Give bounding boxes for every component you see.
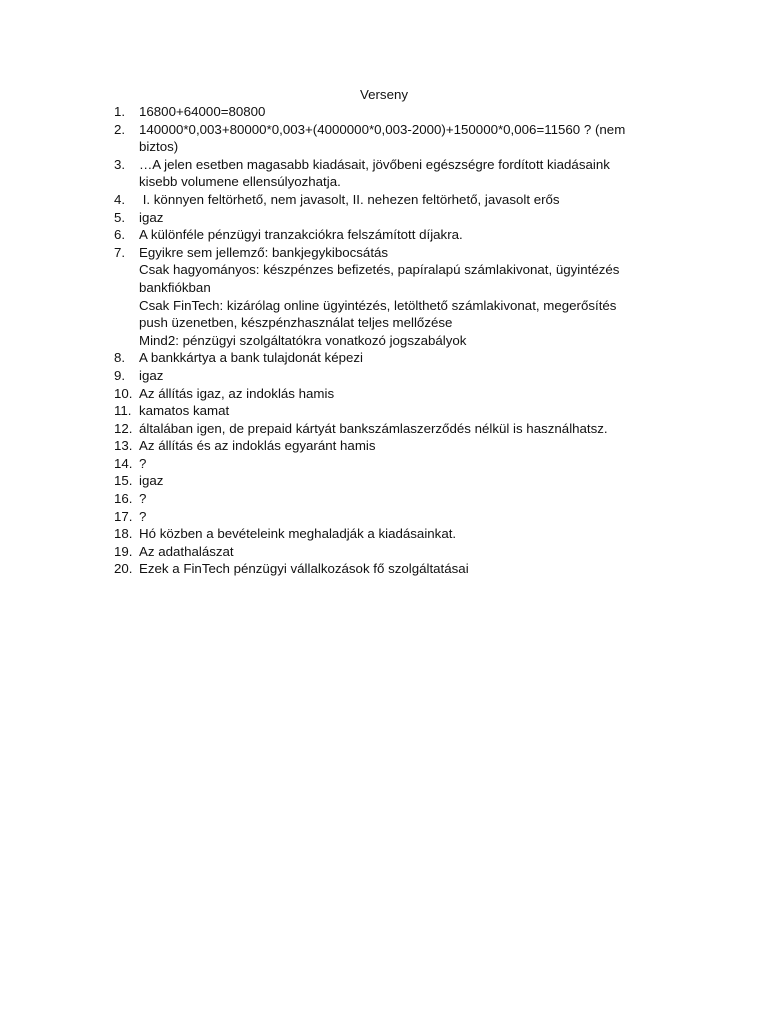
item-text-line: A bankkártya a bank tulajdonát képezi xyxy=(139,350,363,366)
item-number: 9. xyxy=(114,367,126,383)
item-text xyxy=(139,437,674,455)
item-text-line: kamatos kamat xyxy=(139,403,230,419)
list-item xyxy=(114,385,674,403)
list-item xyxy=(114,103,674,121)
list-item xyxy=(114,420,674,438)
item-text xyxy=(139,525,674,543)
list-item xyxy=(114,156,674,191)
item-text xyxy=(139,226,674,244)
item-number: 18. xyxy=(114,526,133,542)
item-text-line: ? xyxy=(139,455,147,471)
item-number: 2. xyxy=(114,121,126,137)
item-text xyxy=(139,121,674,156)
item-text-line: Mind2: pénzügyi szolgáltatókra vonatkozó jogszabályok xyxy=(139,332,467,348)
list-item xyxy=(114,121,674,156)
list-item xyxy=(114,244,674,350)
item-number: 14. xyxy=(114,455,133,471)
list-item xyxy=(114,525,674,543)
item-number: 8. xyxy=(114,350,126,366)
item-text-line: Az adathalászat xyxy=(139,543,234,559)
item-text-line: Hó közben a bevételeink meghaladják a kiadásainkat. xyxy=(139,526,457,542)
item-text xyxy=(139,402,674,420)
item-text-line: push üzenetben, készpénzhasználat teljes mellőzése xyxy=(139,315,453,331)
item-text xyxy=(139,560,674,578)
item-text-line: Csak FinTech: kizárólag online ügyintézés, letölthető számlakivonat, megerősítés xyxy=(139,297,617,313)
list-item xyxy=(114,437,674,455)
list-item xyxy=(114,402,674,420)
item-text-line: Az állítás igaz, az indoklás hamis xyxy=(139,385,335,401)
item-text-line: 16800+64000=80800 xyxy=(139,104,266,119)
item-text-line: ? xyxy=(139,508,147,524)
item-text xyxy=(139,455,674,473)
list-item xyxy=(114,490,674,508)
item-text-line: I. könnyen feltörhető, nem javasolt, II. nehezen feltörhető, javasolt erős xyxy=(139,191,560,207)
item-text-line: igaz xyxy=(139,209,164,225)
item-number: 20. xyxy=(114,561,133,577)
item-text-line: Ezek a FinTech pénzügyi vállalkozások fő szolgáltatásai xyxy=(139,561,469,577)
item-number: 16. xyxy=(114,491,133,507)
item-text-line: igaz xyxy=(139,367,164,383)
list-item xyxy=(114,455,674,473)
answer-list xyxy=(114,103,674,578)
item-text-line: Csak hagyományos: készpénzes befizetés, papíralapú számlakivonat, ügyintézés xyxy=(139,262,620,278)
item-text-line: igaz xyxy=(139,473,164,489)
item-text xyxy=(139,191,674,209)
document-title: Verseny xyxy=(359,87,409,102)
item-number: 3. xyxy=(114,156,126,172)
item-text-line: biztos) xyxy=(139,139,179,155)
item-number: 1. xyxy=(114,104,126,119)
list-item xyxy=(114,543,674,561)
item-number: 15. xyxy=(114,473,133,489)
item-text xyxy=(139,420,674,438)
list-item xyxy=(114,508,674,526)
item-text xyxy=(139,472,674,490)
list-item xyxy=(114,191,674,209)
item-text xyxy=(139,385,674,403)
item-number: 17. xyxy=(114,508,133,524)
item-number: 4. xyxy=(114,191,126,207)
item-number: 12. xyxy=(114,420,133,436)
item-text xyxy=(139,209,674,227)
item-text-line: általában igen, de prepaid kártyát bankszámlaszerződés nélkül is használhatsz. xyxy=(139,420,608,436)
item-text-line: 140000*0,003+80000*0,003+(4000000*0,003-2000)+150000*0,006=11560 ? (nem xyxy=(139,121,626,137)
item-number: 5. xyxy=(114,209,126,225)
item-text-line: A különféle pénzügyi tranzakciókra felszámított díjakra. xyxy=(139,227,463,243)
item-text xyxy=(139,103,674,121)
item-text xyxy=(139,508,674,526)
item-text-line: Az állítás és az indoklás egyaránt hamis xyxy=(139,438,376,454)
list-item xyxy=(114,209,674,227)
item-text-line: ? xyxy=(139,491,147,507)
item-text xyxy=(139,244,674,350)
item-number: 19. xyxy=(114,543,133,559)
item-text xyxy=(139,349,674,367)
item-text-line: …A jelen esetben magasabb kiadásait, jövőbeni egészségre fordított kiadásaink xyxy=(139,156,610,172)
item-number: 6. xyxy=(114,227,126,243)
list-item xyxy=(114,472,674,490)
item-text-line: Egyikre sem jellemző: bankjegykibocsátás xyxy=(139,244,389,260)
list-item xyxy=(114,560,674,578)
item-number: 10. xyxy=(114,385,133,401)
item-text-line: kisebb volumene ellensúlyozhatja. xyxy=(139,174,341,190)
item-number: 11. xyxy=(114,403,132,419)
item-number: 13. xyxy=(114,438,133,454)
item-text xyxy=(139,367,674,385)
item-number: 7. xyxy=(114,244,126,260)
item-text xyxy=(139,490,674,508)
item-text xyxy=(139,156,674,191)
list-item xyxy=(114,349,674,367)
item-text-line: bankfiókban xyxy=(139,279,211,295)
list-item xyxy=(114,367,674,385)
item-text xyxy=(139,543,674,561)
list-item xyxy=(114,226,674,244)
